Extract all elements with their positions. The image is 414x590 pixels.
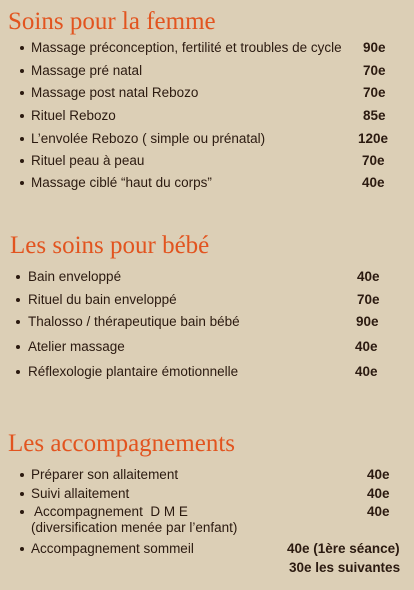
section-title-accompagnements: Les accompagnements xyxy=(8,430,235,457)
service-sublabel: (diversification menée par l’enfant) xyxy=(31,520,238,535)
service-label: Rituel du bain enveloppé xyxy=(28,292,177,307)
service-label: Rituel peau à peau xyxy=(31,153,145,168)
service-label: Massage post natal Rebozo xyxy=(31,85,199,100)
bullet xyxy=(16,370,20,374)
service-price: 40e xyxy=(362,175,385,190)
service-label: Atelier massage xyxy=(28,339,125,354)
bullet xyxy=(16,298,20,302)
bullet xyxy=(20,473,24,477)
service-price: 40e xyxy=(367,486,390,501)
bullet xyxy=(20,510,24,514)
service-price: 40e xyxy=(355,364,378,379)
bullet xyxy=(16,275,20,279)
bullet xyxy=(20,181,24,185)
service-price: 90e xyxy=(356,314,379,329)
service-label: Accompagnement D M E xyxy=(31,504,188,519)
service-price: 70e xyxy=(357,292,380,307)
service-price: 40e xyxy=(367,504,390,519)
bullet xyxy=(20,547,24,551)
bullet xyxy=(20,159,24,163)
service-label: Bain enveloppé xyxy=(28,269,122,284)
service-label: Préparer son allaitement xyxy=(31,467,179,482)
service-price: 40e xyxy=(355,339,378,354)
service-label: Accompagnement sommeil xyxy=(31,541,194,556)
service-price: 90e xyxy=(363,40,386,55)
section-title-femme: Soins pour la femme xyxy=(8,8,216,35)
service-label: Massage préconception, fertilité et troubles de cycle xyxy=(31,40,342,55)
service-price: 40e (1ère séance) xyxy=(287,541,400,556)
service-label: Massage pré natal xyxy=(31,63,143,78)
service-label: Suivi allaitement xyxy=(31,486,130,501)
service-price: 70e xyxy=(363,85,386,100)
service-price: 120e xyxy=(358,131,389,146)
bullet xyxy=(20,492,24,496)
bullet xyxy=(16,345,20,349)
bullet xyxy=(20,137,24,141)
bullet xyxy=(20,114,24,118)
bullet xyxy=(20,46,24,50)
service-price: 40e xyxy=(357,269,380,284)
service-label: Réflexologie plantaire émotionnelle xyxy=(28,364,239,379)
service-price: 85e xyxy=(363,108,386,123)
bullet xyxy=(16,320,20,324)
service-label: Rituel Rebozo xyxy=(31,108,116,123)
service-price-secondary: 30e les suivantes xyxy=(289,560,401,575)
bullet xyxy=(20,69,24,73)
bullet xyxy=(20,91,24,95)
service-price: 70e xyxy=(363,63,386,78)
service-label: Massage ciblé “haut du corps” xyxy=(31,175,212,190)
service-label: L’envolée Rebozo ( simple ou prénatal) xyxy=(31,131,266,146)
service-label: Thalosso / thérapeutique bain bébé xyxy=(28,314,240,329)
section-title-bebe: Les soins pour bébé xyxy=(10,232,210,259)
service-price: 40e xyxy=(367,467,390,482)
service-price: 70e xyxy=(362,153,385,168)
